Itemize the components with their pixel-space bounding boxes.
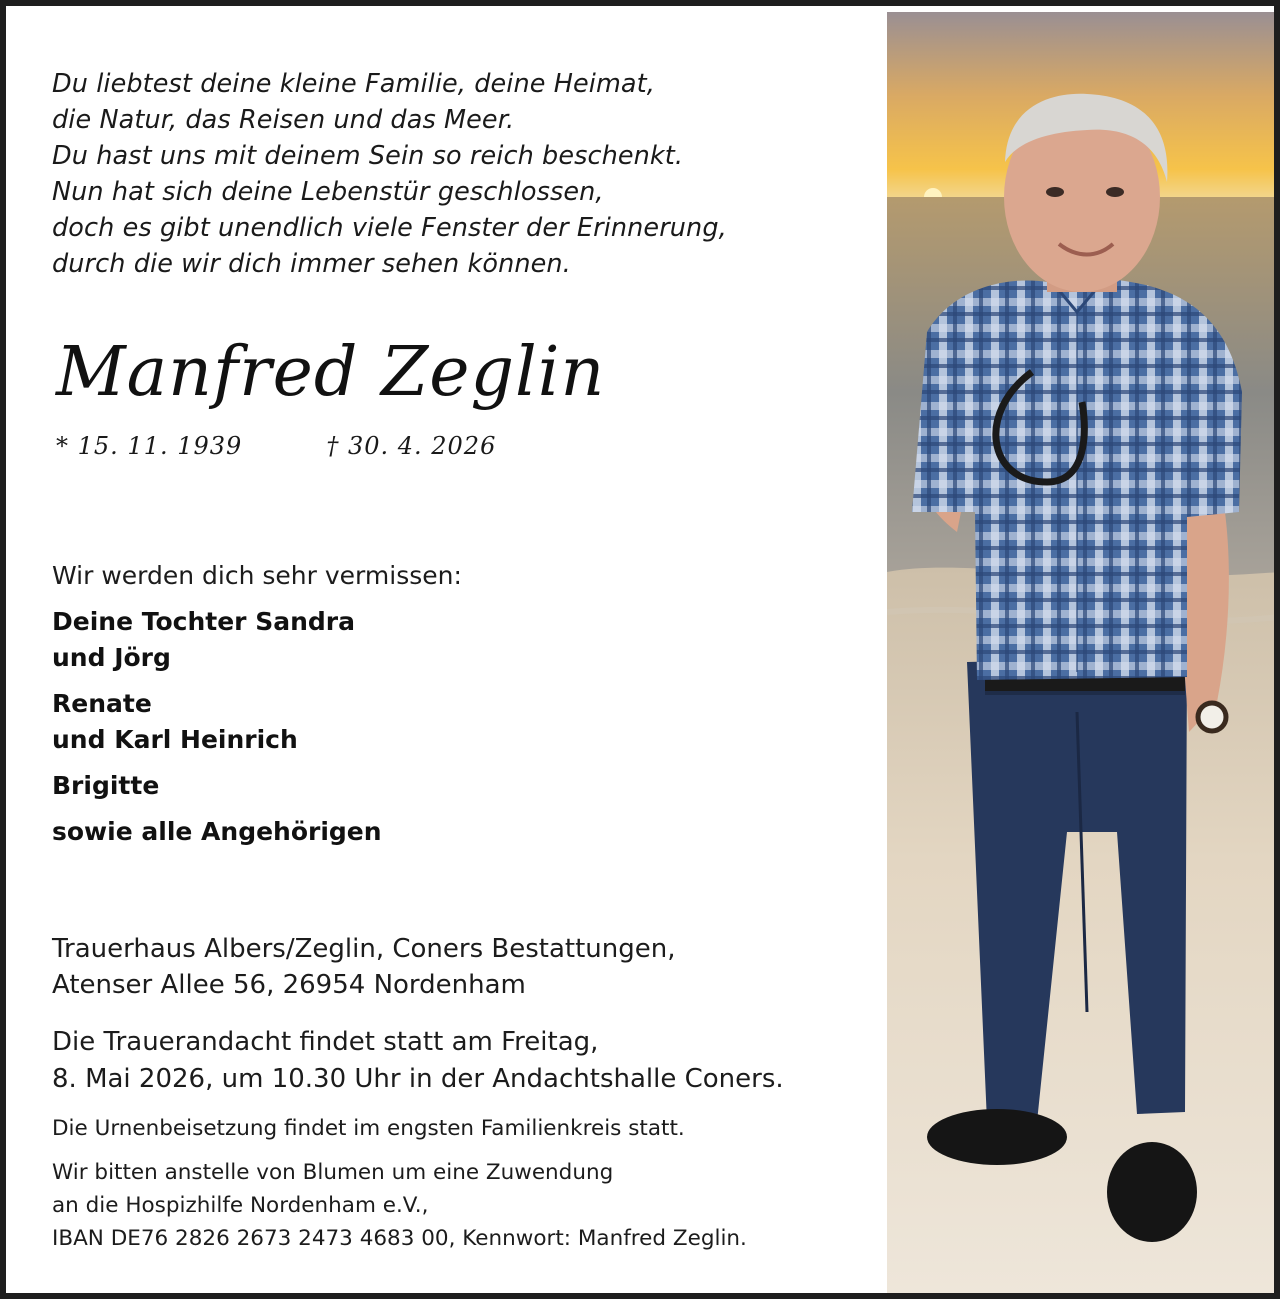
mourner-line: Renate xyxy=(52,689,152,718)
funeral-home-address xyxy=(52,931,676,1003)
mourner-line: und Karl Heinrich xyxy=(52,725,298,754)
donation-line: an die Hospizhilfe Nordenham e.V., xyxy=(52,1193,429,1218)
deceased-name: Manfred Zeglin xyxy=(56,333,606,412)
life-dates xyxy=(56,430,496,462)
mourner-group xyxy=(52,686,382,758)
donation-line: IBAN DE76 2826 2673 2473 4683 00, Kennwort: Manfred Zeglin. xyxy=(52,1226,747,1251)
donation-request xyxy=(52,1156,747,1255)
beach-portrait-image xyxy=(887,12,1280,1299)
mourner-group xyxy=(52,768,382,804)
memorial-poem xyxy=(52,66,727,282)
mourner-line: Brigitte xyxy=(52,771,160,800)
mourner-line: sowie alle Angehörigen xyxy=(52,817,382,846)
poem-line: Du liebtest deine kleine Familie, deine Heimat, xyxy=(52,69,655,99)
service-line: Die Trauerandacht findet statt am Freitag, xyxy=(52,1027,599,1057)
address-line: Atenser Allee 56, 26954 Nordenham xyxy=(52,970,526,1000)
poem-line: doch es gibt unendlich viele Fenster der Erinnerung, xyxy=(52,213,727,243)
death-date: † 30. 4. 2026 xyxy=(326,432,497,460)
mourner-group xyxy=(52,604,382,676)
portrait-photo xyxy=(887,12,1280,1299)
birth-date: * 15. 11. 1939 xyxy=(56,432,243,460)
mourner-line: Deine Tochter Sandra xyxy=(52,607,355,636)
mourner-line: und Jörg xyxy=(52,643,171,672)
mourners-list xyxy=(52,604,382,860)
urn-burial-note: Die Urnenbeisetzung findet im engsten Familienkreis statt. xyxy=(52,1116,685,1141)
poem-line: die Natur, das Reisen und das Meer. xyxy=(52,105,515,135)
address-line: Trauerhaus Albers/Zeglin, Coners Bestattungen, xyxy=(52,934,676,964)
poem-line: Nun hat sich deine Lebenstür geschlossen, xyxy=(52,177,604,207)
mourner-group xyxy=(52,814,382,850)
donation-line: Wir bitten anstelle von Blumen um eine Zuwendung xyxy=(52,1160,614,1185)
poem-line: Du hast uns mit deinem Sein so reich beschenkt. xyxy=(52,141,684,171)
mourning-intro: Wir werden dich sehr vermissen: xyxy=(52,561,462,590)
poem-line: durch die wir dich immer sehen können. xyxy=(52,249,571,279)
service-line: 8. Mai 2026, um 10.30 Uhr in der Andachtshalle Coners. xyxy=(52,1064,784,1094)
service-announcement xyxy=(52,1024,784,1098)
